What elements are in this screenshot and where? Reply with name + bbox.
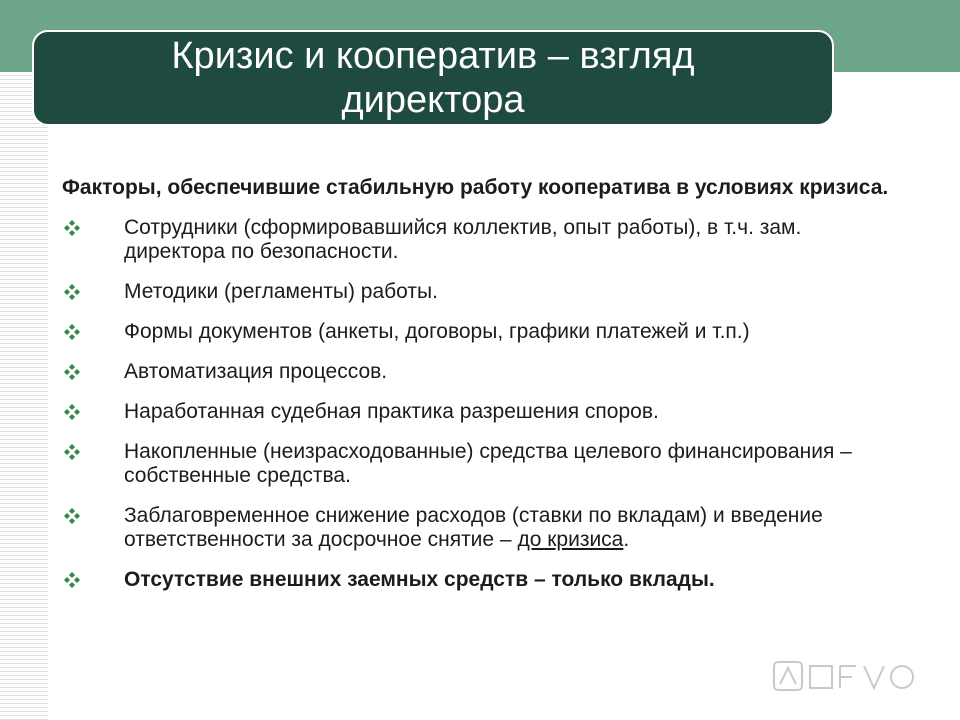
list-item-text: Накопленные (неизрасходованные) средства целевого финансирования – собственные средства. <box>124 440 852 487</box>
four-diamond-bullet-icon <box>64 404 80 420</box>
four-diamond-bullet-icon <box>64 284 80 300</box>
list-item-text: Автоматизация процессов. <box>124 360 388 383</box>
list-item-text: Сотрудники (сформировавшийся коллектив, опыт работы), в т.ч. зам. директора по безопасности. <box>124 216 802 263</box>
four-diamond-bullet-icon <box>64 324 80 340</box>
list-item <box>62 360 902 384</box>
list-item <box>62 320 902 344</box>
list-item <box>62 568 902 592</box>
list-item-period: . <box>623 528 630 551</box>
four-diamond-bullet-icon <box>64 444 80 460</box>
list-item-text: Отсутствие внешних заемных средств – только вклады. <box>124 568 715 591</box>
left-stripes-decoration <box>0 72 48 720</box>
four-diamond-bullet-icon <box>64 508 80 524</box>
slide-content <box>62 176 902 608</box>
watermark-logo <box>770 658 930 694</box>
list-item-text: Методики (регламенты) работы. <box>124 280 438 303</box>
list-item-text: Наработанная судебная практика разрешения споров. <box>124 400 659 423</box>
list-item <box>62 400 902 424</box>
list-item <box>62 504 902 552</box>
four-diamond-bullet-icon <box>64 364 80 380</box>
slide-heading: Факторы, обеспечившие стабильную работу кооператива в условиях кризиса. <box>62 176 889 199</box>
list-item <box>62 216 902 264</box>
title-box <box>32 30 834 126</box>
list-item-text: Заблаговременное снижение расходов (ставки по вкладам) и введение ответственности за досрочное снятие – <box>124 504 823 551</box>
underlined-phrase: до кризиса <box>517 528 624 551</box>
four-diamond-bullet-icon <box>64 220 80 236</box>
list-item <box>62 440 902 488</box>
list-item-text: Формы документов (анкеты, договоры, графики платежей и т.п.) <box>124 320 750 343</box>
slide-title: Кризис и кооператив – взгляд директора <box>171 35 695 121</box>
list-item <box>62 280 902 304</box>
four-diamond-bullet-icon <box>64 572 80 588</box>
